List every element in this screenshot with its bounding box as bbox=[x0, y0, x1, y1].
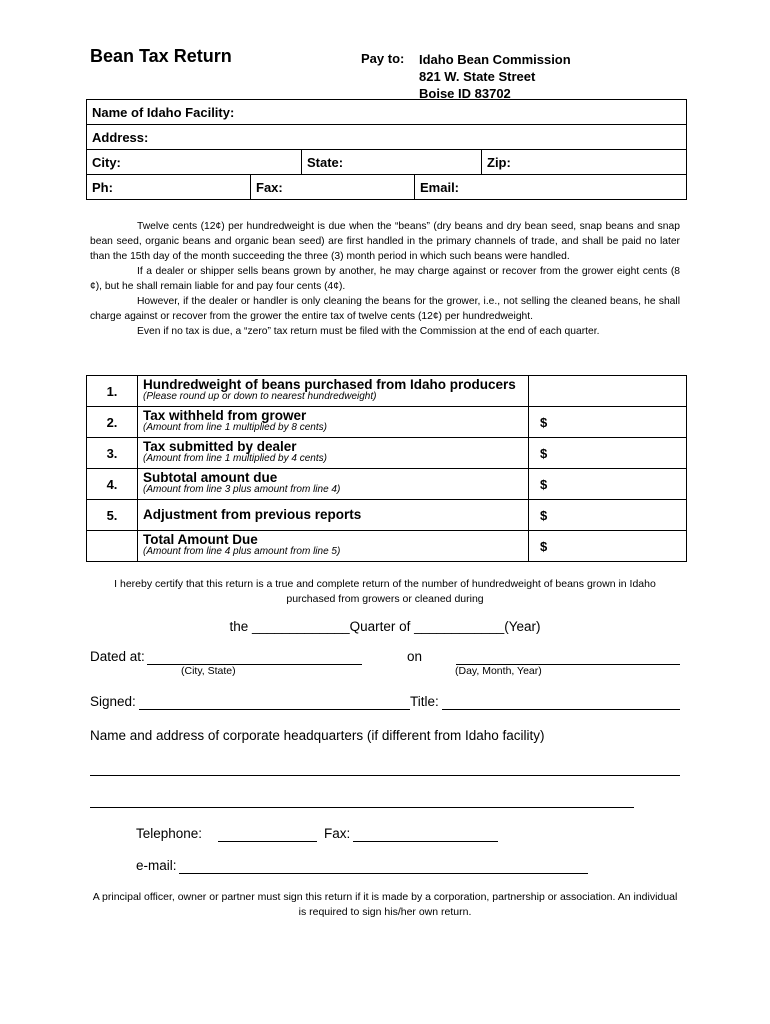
table-row bbox=[87, 500, 686, 531]
email-label-bottom: e-mail: bbox=[136, 858, 177, 873]
amount-field[interactable]: $ bbox=[528, 438, 686, 468]
certification-text: I hereby certify that this return is a true and complete return of the number of hundredweight of beans grown in Idaho purchased from growers or cleaned during bbox=[114, 578, 656, 605]
instruction-p4: Even if no tax is due, a “zero” tax return must be filed with the Commission at the end of each quarter. bbox=[137, 326, 600, 337]
line-subtitle: (Amount from line 1 multiplied by 8 cents) bbox=[143, 422, 327, 433]
hq-label: Name and address of corporate headquarters (if different from Idaho facility) bbox=[90, 728, 545, 743]
city-label: City: bbox=[92, 155, 121, 170]
line-subtitle: (Amount from line 4 plus amount from line 5) bbox=[143, 546, 341, 557]
address-row[interactable] bbox=[87, 125, 686, 150]
line-number bbox=[87, 531, 138, 561]
signature-field[interactable] bbox=[139, 694, 410, 710]
line-title: Adjustment from previous reports bbox=[143, 507, 362, 522]
amount-field[interactable]: $ bbox=[528, 500, 686, 530]
line-number: 3. bbox=[87, 438, 138, 468]
dated-at-field[interactable] bbox=[147, 649, 362, 665]
line-number: 4. bbox=[87, 469, 138, 499]
instruction-p1: Twelve cents (12¢) per hundredweight is due when the “beans” (dry beans and dry bean seed, snap beans and snap bean seed, organic beans and organic bean seed) are first handled in the primary channels of trade, and shall be paid no later than the 15th day of the month succeeding the three (3) month period in which such beans were handled. bbox=[90, 221, 680, 262]
line-subtitle: (Please round up or down to nearest hundredweight) bbox=[143, 391, 377, 402]
email-field[interactable] bbox=[179, 858, 588, 874]
hq-line-1[interactable] bbox=[90, 760, 680, 776]
instruction-p2: If a dealer or shipper sells beans grown by another, he may charge against or recover from the grower eight cents (8 ¢), but he shall remain liable for and pay four cents (4¢). bbox=[90, 266, 680, 292]
city-state-caption: (City, State) bbox=[181, 665, 236, 677]
pay-to-address bbox=[419, 51, 571, 102]
instruction-p3: However, if the dealer or handler is only cleaning the beans for the grower, i.e., not selling the cleaned beans, he shall charge against or recover from the grower the entire tax of twelve cents (12¢) per hundredweight. bbox=[90, 296, 680, 322]
pay-to-line1: Idaho Bean Commission bbox=[419, 52, 571, 67]
signed-label: Signed: bbox=[90, 694, 136, 709]
day-month-year-caption: (Day, Month, Year) bbox=[455, 665, 542, 677]
line-subtitle: (Amount from line 1 multiplied by 4 cents) bbox=[143, 453, 327, 464]
line-number: 5. bbox=[87, 500, 138, 530]
amount-field[interactable] bbox=[528, 376, 686, 406]
email-label: Email: bbox=[420, 180, 460, 195]
date-field[interactable] bbox=[456, 649, 680, 665]
pay-to-label: Pay to: bbox=[361, 51, 405, 66]
line-number: 2. bbox=[87, 407, 138, 437]
line-title: Total Amount Due bbox=[143, 532, 258, 547]
facility-label: Name of Idaho Facility: bbox=[92, 105, 235, 120]
line-subtitle: (Amount from line 3 plus amount from line 4) bbox=[143, 484, 341, 495]
pay-to-line2: 821 W. State Street bbox=[419, 69, 536, 84]
table-row bbox=[87, 407, 686, 438]
line-number: 1. bbox=[87, 376, 138, 406]
instructions bbox=[90, 219, 680, 339]
fax-label-bottom: Fax: bbox=[324, 826, 351, 841]
line-title: Tax withheld from grower bbox=[143, 408, 307, 423]
total-amount-field[interactable]: $ bbox=[528, 531, 686, 561]
footer-note: A principal officer, owner or partner must sign this return if it is made by a corporation, partnership or association. An individual is required to sign his/her own return. bbox=[92, 891, 678, 918]
state-label: State: bbox=[307, 155, 344, 170]
amount-field[interactable]: $ bbox=[528, 469, 686, 499]
address-label: Address: bbox=[92, 130, 149, 145]
title-label: Title: bbox=[410, 694, 439, 709]
contact-row[interactable] bbox=[87, 175, 686, 199]
zip-label: Zip: bbox=[487, 155, 511, 170]
line-title: Hundredweight of beans purchased from Idaho producers bbox=[143, 377, 516, 392]
quarter-line[interactable]: the _____________Quarter of ____________(Year) bbox=[229, 619, 541, 634]
tax-lines-table bbox=[86, 375, 687, 562]
dated-at-label: Dated at: bbox=[90, 649, 145, 664]
line-title: Subtotal amount due bbox=[143, 470, 278, 485]
title-field[interactable] bbox=[442, 694, 680, 710]
table-row bbox=[87, 531, 686, 561]
facility-info-table bbox=[86, 99, 687, 200]
table-row bbox=[87, 376, 686, 407]
city-state-zip-row[interactable] bbox=[87, 150, 686, 175]
fax-field[interactable] bbox=[353, 826, 498, 842]
line-title: Tax submitted by dealer bbox=[143, 439, 297, 454]
telephone-field[interactable] bbox=[218, 826, 317, 842]
table-row bbox=[87, 438, 686, 469]
hq-line-2[interactable] bbox=[90, 792, 634, 808]
telephone-label: Telephone: bbox=[136, 826, 203, 841]
amount-field[interactable]: $ bbox=[528, 407, 686, 437]
on-label: on bbox=[407, 649, 423, 664]
phone-label: Ph: bbox=[92, 180, 113, 195]
pay-to-line3: Boise ID 83702 bbox=[419, 86, 511, 101]
fax-label: Fax: bbox=[256, 180, 283, 195]
table-row bbox=[87, 469, 686, 500]
facility-row[interactable] bbox=[87, 100, 686, 125]
form-title: Bean Tax Return bbox=[90, 46, 232, 66]
